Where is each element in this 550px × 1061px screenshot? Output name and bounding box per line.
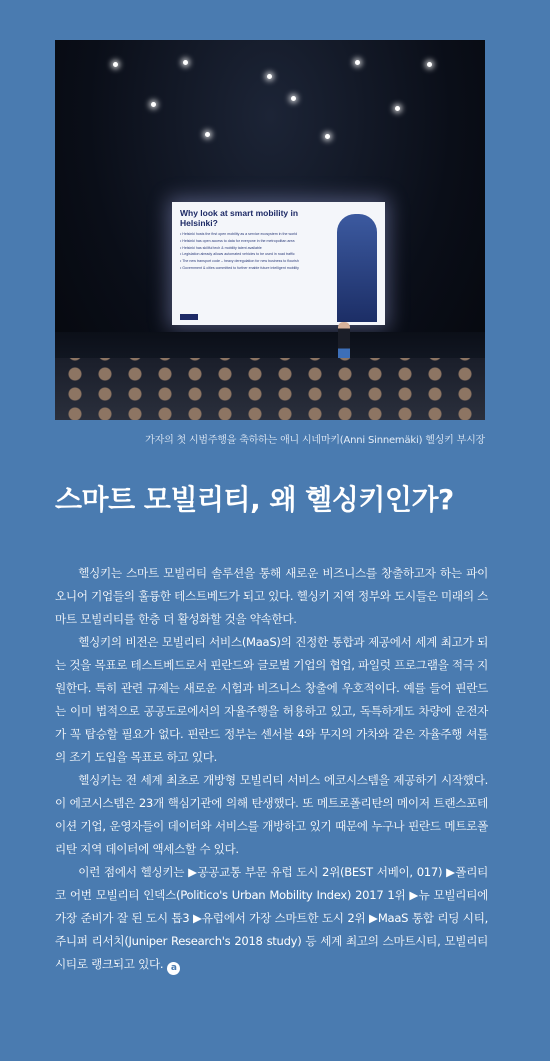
paragraph: 헬싱키는 스마트 모빌리티 솔루션을 통해 새로운 비즈니스를 창출하고자 하는 파이오니어 기업들의 훌륭한 테스트베드가 되고 있다. 헬싱키 지역 정부와 도시들은 미래의 스마트 모빌리티를 한층 더 활성화할 것을 약속한다. [55,566,489,626]
photo-caption: 가자의 첫 시범주행을 축하하는 애니 시네마키(Anni Sinnemäki) 헬싱키 부시장 [145,435,485,446]
ceiling-light [325,134,330,139]
slide-bullet: • Helsinki has skillful tech & mobility talent available [180,245,262,250]
paragraph-last [55,861,488,976]
article-body [55,562,488,976]
slide-bullets [180,232,305,273]
ceiling-light [355,60,360,65]
slide-bullet: • Helsinki hosts the first open mobility as a service ecosystem in the world [180,232,298,236]
slide-bullet: • The new transport code – heavy deregulation for new business to flourish [180,259,299,264]
article-headline: 스마트 모빌리티, 왜 헬싱키인가? [55,483,454,516]
end-mark-icon: a [167,962,180,975]
paragraph: 헬싱키는 전 세계 최초로 개방형 모빌리티 서비스 에코시스템을 제공하기 시작했다. 이 에코시스템은 23개 핵심기관에 의해 탄생했다. 또 메트로폴리탄의 메이저 트랜스포테이션 기업, 운영자들이 데이터와 서비스를 개방하고 있기 때문에 누구나 핀란드 메트로폴리탄 지역 데이터에 액세스할 수 있다. [55,773,488,856]
slide-bullet: • Government & cities committed to further enable future intelligent mobility [180,265,299,270]
ceiling-light [183,60,188,65]
presentation-screen [172,202,385,325]
ceiling-light [427,62,432,67]
slide-bullet: • Legislation already allows automated vehicles to be used in road traffic [180,252,295,257]
slide-title: Why look at smart mobility in Helsinki? [180,208,299,228]
ceiling-light [113,62,118,67]
ceiling-light [205,132,210,137]
ceiling-light [395,106,400,111]
ceiling-light [151,102,156,107]
slide-logo [180,314,198,320]
ceiling-light [267,74,272,79]
ceiling-light [291,96,296,101]
paragraph-text: 이런 점에서 헬싱키는 ▶공공교통 부문 유럽 도시 2위(BEST 서베이, 017) ▶폴리티코 어번 모빌리티 인덱스(Politico's Urban Mobility Index) 2017 1위 ▶뉴 모빌리티에 가장 준비가 잘 된 도시 톱3 ▶유럽에서 가장 스마트한 도시 2위 ▶MaaS 통합 리딩 시티, 주니퍼 리서치(Juniper Research's 2018 study) 등 세계 최고의 스마트시티, 모빌리티 시티로 랭크되고 있다. [55,865,488,971]
audience [55,358,485,420]
slide-speaker-image [337,214,377,322]
slide-bullet: • Helsinki has open access to data for everyone in the metropolitan area [180,238,295,243]
paragraph: 헬싱키의 비전은 모빌리티 서비스(MaaS)의 진정한 통합과 제공에서 세계 최고가 되는 것을 목표로 테스트베드로서 핀란드와 글로벌 기업의 협업, 파일럿 프로그램을 적극 지원한다. 특히 관련 규제는 새로운 시험과 비즈니스 창출에 우호적이다. 예를 들어 핀란드는 이미 법적으로 공공도로에서의 자율주행을 허용하고 있고, 독특하게도 차량에 운전자가 꼭 탑승할 필요가 없다. 핀란드 정부는 센서블 4와 무지의 가차와 같은 자율주행 셔틀의 조기 도입을 목표로 하고 있다. [55,635,489,764]
conference-photo [55,40,485,420]
